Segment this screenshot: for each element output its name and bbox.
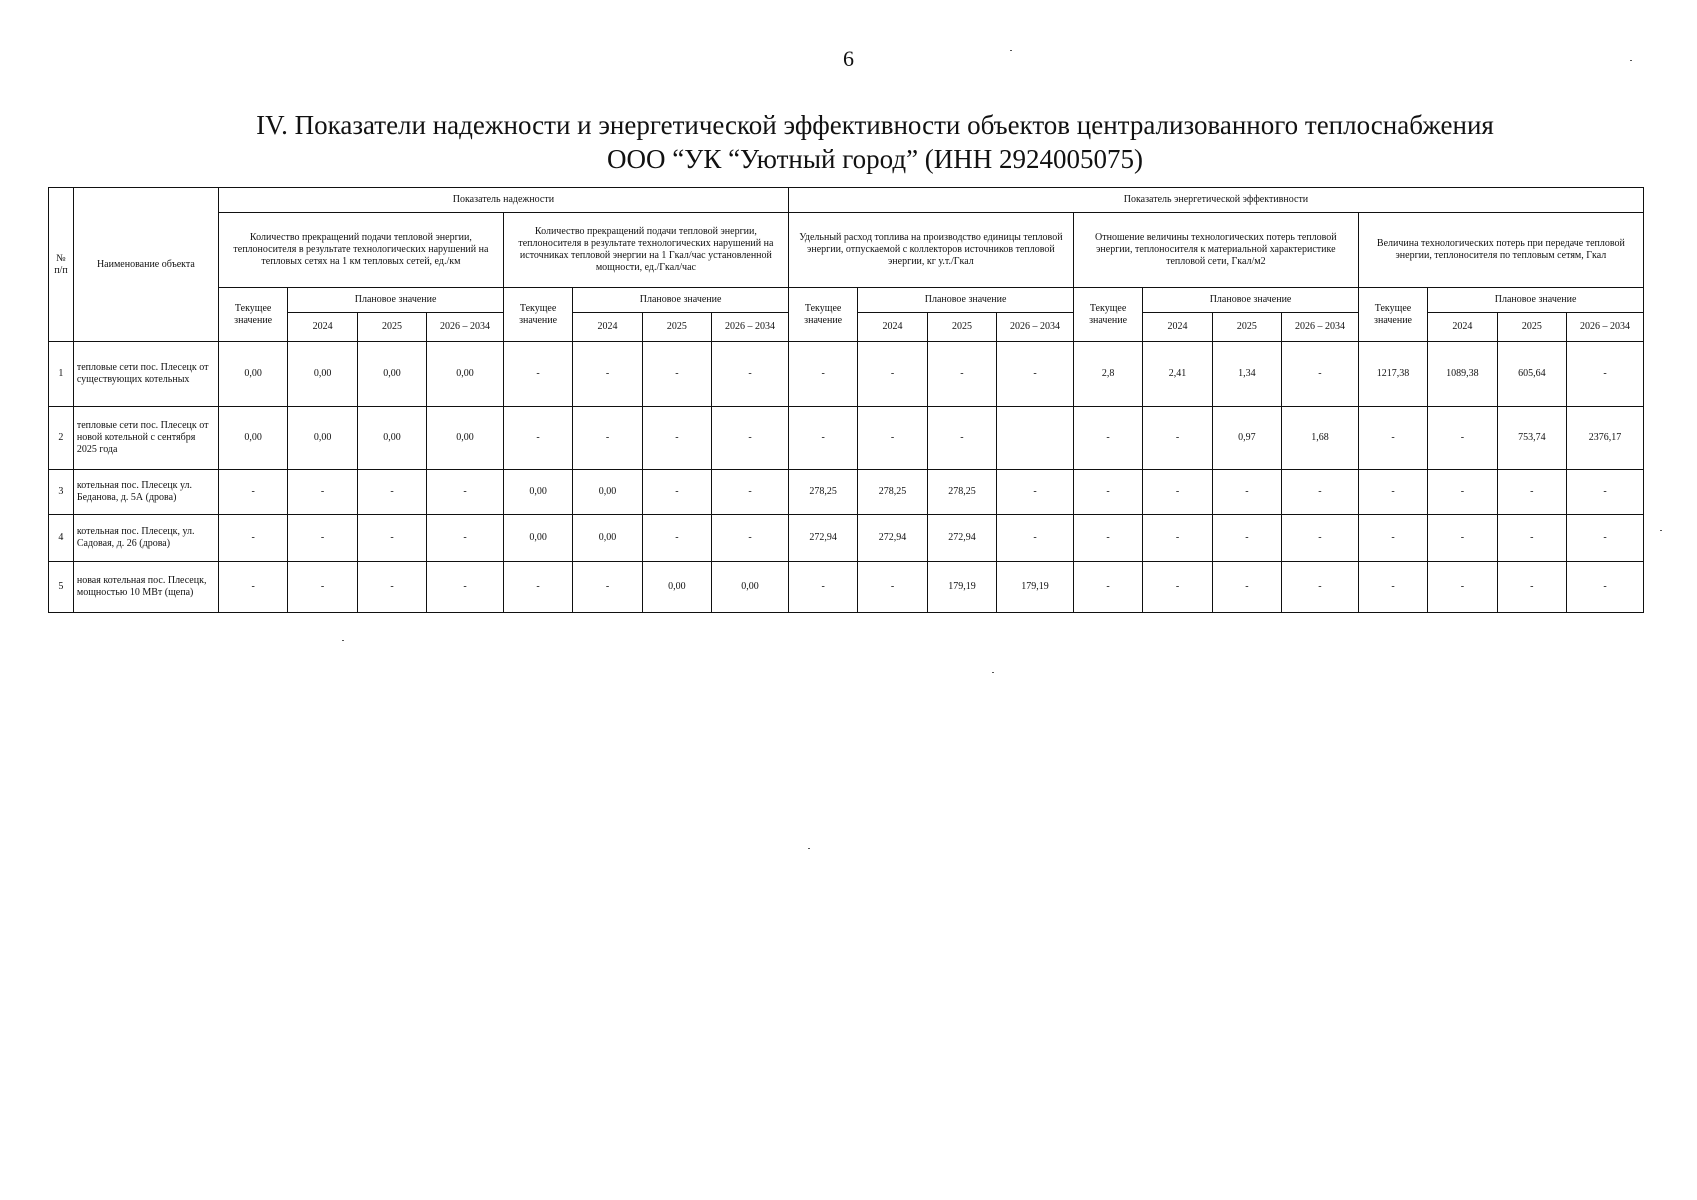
col-num-header: № п/п bbox=[49, 188, 74, 342]
indicators-table bbox=[48, 187, 1644, 613]
value-cell: 2,8 bbox=[1073, 342, 1142, 407]
value-cell: - bbox=[997, 515, 1074, 562]
year-header: 2024 bbox=[573, 313, 642, 342]
value-cell: - bbox=[1567, 562, 1644, 613]
value-cell: - bbox=[997, 470, 1074, 515]
value-cell: 278,25 bbox=[858, 470, 927, 515]
year-header: 2024 bbox=[858, 313, 927, 342]
value-cell: - bbox=[1282, 515, 1359, 562]
value-cell: 0,00 bbox=[218, 342, 287, 407]
value-cell: - bbox=[712, 407, 789, 470]
indicator-header: Величина технологических потерь при передаче тепловой энергии, теплоносителя по тепловым сетям, Гкал bbox=[1358, 213, 1643, 288]
value-cell: - bbox=[1497, 470, 1566, 515]
year-header: 2025 bbox=[927, 313, 996, 342]
value-cell: 272,94 bbox=[788, 515, 857, 562]
value-cell: - bbox=[997, 342, 1074, 407]
value-cell: - bbox=[788, 342, 857, 407]
title-line-2: ООО “УК “Уютный город” (ИНН 2924005075) bbox=[606, 144, 1144, 174]
year-header: 2025 bbox=[1497, 313, 1566, 342]
value-cell: 0,00 bbox=[357, 407, 426, 470]
value-cell: - bbox=[1358, 562, 1427, 613]
value-cell: 1,34 bbox=[1212, 342, 1281, 407]
row-number: 4 bbox=[49, 515, 74, 562]
page-title bbox=[0, 108, 1697, 176]
value-cell: 0,00 bbox=[573, 470, 642, 515]
value-cell: 0,00 bbox=[503, 470, 572, 515]
current-value-header: Текущее значение bbox=[1358, 288, 1427, 342]
value-cell: 179,19 bbox=[997, 562, 1074, 613]
value-cell: 0,00 bbox=[357, 342, 426, 407]
year-header: 2026 – 2034 bbox=[712, 313, 789, 342]
value-cell: 753,74 bbox=[1497, 407, 1566, 470]
page-number: 6 bbox=[843, 46, 854, 71]
value-cell: 272,94 bbox=[858, 515, 927, 562]
value-cell: 1217,38 bbox=[1358, 342, 1427, 407]
planned-value-header: Плановое значение bbox=[858, 288, 1074, 313]
value-cell: 0,00 bbox=[288, 342, 357, 407]
value-cell: - bbox=[1143, 470, 1212, 515]
value-cell: - bbox=[1212, 470, 1281, 515]
year-header: 2026 – 2034 bbox=[1567, 313, 1644, 342]
value-cell: - bbox=[288, 470, 357, 515]
table-row bbox=[49, 407, 1644, 470]
value-cell: - bbox=[1143, 562, 1212, 613]
value-cell bbox=[997, 407, 1074, 470]
value-cell: - bbox=[427, 515, 504, 562]
value-cell: - bbox=[573, 342, 642, 407]
value-cell: - bbox=[218, 470, 287, 515]
value-cell: - bbox=[1428, 407, 1497, 470]
value-cell: - bbox=[1567, 342, 1644, 407]
year-header: 2026 – 2034 bbox=[997, 313, 1074, 342]
value-cell: - bbox=[788, 562, 857, 613]
current-value-header: Текущее значение bbox=[788, 288, 857, 342]
table-row bbox=[49, 515, 1644, 562]
value-cell: 0,00 bbox=[427, 342, 504, 407]
current-value-header: Текущее значение bbox=[1073, 288, 1142, 342]
row-number: 2 bbox=[49, 407, 74, 470]
value-cell: - bbox=[1358, 470, 1427, 515]
group-efficiency-header: Показатель энергетической эффективности bbox=[788, 188, 1643, 213]
current-value-header: Текущее значение bbox=[218, 288, 287, 342]
value-cell: - bbox=[1143, 515, 1212, 562]
value-cell: - bbox=[858, 562, 927, 613]
value-cell: 1,68 bbox=[1282, 407, 1359, 470]
object-name: тепловые сети пос. Плесецк от существующих котельных bbox=[73, 342, 218, 407]
value-cell: 0,00 bbox=[503, 515, 572, 562]
value-cell: - bbox=[858, 407, 927, 470]
value-cell: - bbox=[1497, 562, 1566, 613]
value-cell: - bbox=[642, 407, 711, 470]
value-cell: - bbox=[858, 342, 927, 407]
planned-value-header: Плановое значение bbox=[573, 288, 789, 313]
planned-value-header: Плановое значение bbox=[288, 288, 504, 313]
value-cell: - bbox=[642, 515, 711, 562]
title-line-1: IV. Показатели надежности и энергетической эффективности объектов централизованного теплоснабжения bbox=[256, 110, 1494, 140]
value-cell: 0,97 bbox=[1212, 407, 1281, 470]
value-cell: 0,00 bbox=[642, 562, 711, 613]
year-header: 2024 bbox=[1428, 313, 1497, 342]
value-cell: - bbox=[712, 342, 789, 407]
value-cell: - bbox=[1073, 470, 1142, 515]
planned-value-header: Плановое значение bbox=[1428, 288, 1644, 313]
value-cell: 605,64 bbox=[1497, 342, 1566, 407]
table-row bbox=[49, 562, 1644, 613]
value-cell: - bbox=[1073, 562, 1142, 613]
planned-value-header: Плановое значение bbox=[1143, 288, 1359, 313]
object-name: котельная пос. Плесецк ул. Беданова, д. 5А (дрова) bbox=[73, 470, 218, 515]
year-header: 2026 – 2034 bbox=[1282, 313, 1359, 342]
value-cell: - bbox=[288, 562, 357, 613]
value-cell: 2376,17 bbox=[1567, 407, 1644, 470]
value-cell: 2,41 bbox=[1143, 342, 1212, 407]
group-reliability-header: Показатель надежности bbox=[218, 188, 788, 213]
value-cell: - bbox=[1282, 342, 1359, 407]
table-row bbox=[49, 342, 1644, 407]
value-cell: 1089,38 bbox=[1428, 342, 1497, 407]
value-cell: - bbox=[1282, 470, 1359, 515]
value-cell: - bbox=[1428, 562, 1497, 613]
value-cell: 0,00 bbox=[427, 407, 504, 470]
current-value-header: Текущее значение bbox=[503, 288, 572, 342]
value-cell: - bbox=[1358, 407, 1427, 470]
value-cell: - bbox=[1143, 407, 1212, 470]
value-cell: 0,00 bbox=[712, 562, 789, 613]
table-row bbox=[49, 470, 1644, 515]
row-number: 5 bbox=[49, 562, 74, 613]
value-cell: - bbox=[218, 515, 287, 562]
value-cell: - bbox=[573, 562, 642, 613]
value-cell: 179,19 bbox=[927, 562, 996, 613]
value-cell: - bbox=[288, 515, 357, 562]
value-cell: - bbox=[642, 470, 711, 515]
value-cell: - bbox=[1428, 515, 1497, 562]
row-number: 1 bbox=[49, 342, 74, 407]
value-cell: - bbox=[573, 407, 642, 470]
year-header: 2024 bbox=[1143, 313, 1212, 342]
value-cell: - bbox=[218, 562, 287, 613]
value-cell: - bbox=[503, 562, 572, 613]
value-cell: 0,00 bbox=[218, 407, 287, 470]
value-cell: - bbox=[427, 562, 504, 613]
object-name: тепловые сети пос. Плесецк от новой котельной с сентября 2025 года bbox=[73, 407, 218, 470]
value-cell: - bbox=[927, 342, 996, 407]
value-cell: - bbox=[427, 470, 504, 515]
value-cell: - bbox=[1073, 407, 1142, 470]
year-header: 2025 bbox=[1212, 313, 1281, 342]
value-cell: 278,25 bbox=[788, 470, 857, 515]
value-cell: - bbox=[357, 562, 426, 613]
value-cell: - bbox=[1358, 515, 1427, 562]
indicator-header: Количество прекращений подачи тепловой энергии, теплоносителя в результате технологических нарушений на источниках тепловой энергии на 1 Гкал/час установленной мощности, ед./Гкал/час bbox=[503, 213, 788, 288]
value-cell: - bbox=[503, 342, 572, 407]
object-name: новая котельная пос. Плесецк, мощностью 10 МВт (щепа) bbox=[73, 562, 218, 613]
value-cell: 272,94 bbox=[927, 515, 996, 562]
value-cell: - bbox=[788, 407, 857, 470]
value-cell: 0,00 bbox=[573, 515, 642, 562]
value-cell: - bbox=[1212, 562, 1281, 613]
value-cell: 0,00 bbox=[288, 407, 357, 470]
value-cell: - bbox=[927, 407, 996, 470]
value-cell: - bbox=[1497, 515, 1566, 562]
col-name-header: Наименование объекта bbox=[73, 188, 218, 342]
indicator-header: Удельный расход топлива на производство единицы тепловой энергии, отпускаемой с коллекторов источников тепловой энергии, кг у.т./Гкал bbox=[788, 213, 1073, 288]
object-name: котельная пос. Плесецк, ул. Садовая, д. 26 (дрова) bbox=[73, 515, 218, 562]
value-cell: - bbox=[1428, 470, 1497, 515]
year-header: 2026 – 2034 bbox=[427, 313, 504, 342]
indicator-header: Отношение величины технологических потерь тепловой энергии, теплоносителя к материальной характеристике тепловой сети, Гкал/м2 bbox=[1073, 213, 1358, 288]
value-cell: - bbox=[1073, 515, 1142, 562]
value-cell: - bbox=[712, 515, 789, 562]
year-header: 2024 bbox=[288, 313, 357, 342]
year-header: 2025 bbox=[357, 313, 426, 342]
value-cell: - bbox=[503, 407, 572, 470]
value-cell: - bbox=[357, 470, 426, 515]
value-cell: - bbox=[1212, 515, 1281, 562]
value-cell: - bbox=[1567, 470, 1644, 515]
year-header: 2025 bbox=[642, 313, 711, 342]
value-cell: - bbox=[357, 515, 426, 562]
value-cell: - bbox=[712, 470, 789, 515]
value-cell: - bbox=[1282, 562, 1359, 613]
value-cell: 278,25 bbox=[927, 470, 996, 515]
indicator-header: Количество прекращений подачи тепловой энергии, теплоносителя в результате технологических нарушений на тепловых сетях на 1 км тепловых сетей, ед./км bbox=[218, 213, 503, 288]
value-cell: - bbox=[642, 342, 711, 407]
row-number: 3 bbox=[49, 470, 74, 515]
value-cell: - bbox=[1567, 515, 1644, 562]
